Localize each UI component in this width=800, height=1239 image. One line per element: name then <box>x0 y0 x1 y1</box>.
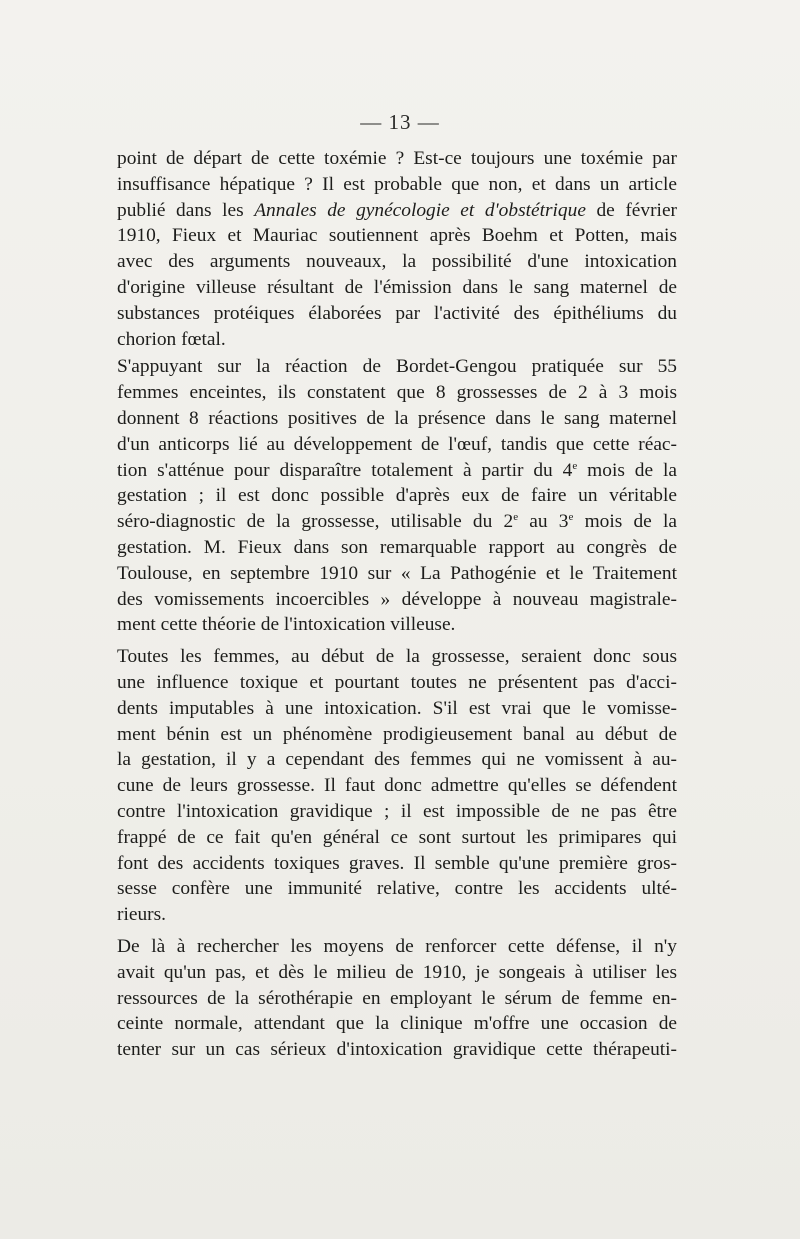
text-line: S'appuyant sur la réaction de Bordet-Gengou pratiquée sur 55 <box>117 356 677 378</box>
text-line: ment bénin est un phénomène prodigieusement banal au début de <box>117 723 677 745</box>
paragraph-4 <box>117 934 677 1063</box>
text-line: Toutes les femmes, au début de la grossesse, seraient donc sous <box>117 646 677 668</box>
text-line: publié dans les Annales de gynécologie et d'obstétrique de février <box>117 199 678 221</box>
text-line: une influence toxique et pourtant toutes ne présentent pas d'acci- <box>117 671 677 693</box>
text-line: sesse confère une immunité relative, contre les accidents ulté- <box>117 878 677 900</box>
text-line: cune de leurs grossesse. Il faut donc admettre qu'elles se défendent <box>117 775 677 797</box>
text-line: contre l'intoxication gravidique ; il est impossible de ne pas être <box>117 800 677 822</box>
text-line: avec des arguments nouveaux, la possibilité d'une intoxication <box>117 251 677 273</box>
text-line: font des accidents toxiques graves. Il semble qu'une première gros- <box>117 852 677 874</box>
text-line: ressources de la sérothérapie en employant le sérum de femme en- <box>117 987 677 1009</box>
paragraph-3 <box>117 644 677 928</box>
text-line: 1910, Fieux et Mauriac soutiennent après Boehm et Potten, mais <box>117 225 677 247</box>
text-line: tion s'atténue pour disparaître totalement à partir du 4e mois de la <box>117 459 677 481</box>
text-line: chorion fœtal. <box>117 328 226 350</box>
text-line: tenter sur un cas sérieux d'intoxication gravidique cette thérapeuti- <box>117 1039 677 1061</box>
text-line: gestation. M. Fieux dans son remarquable rapport au congrès de <box>117 536 677 558</box>
body-text <box>117 146 677 1063</box>
text-line: Toulouse, en septembre 1910 sur « La Pathogénie et le Traitement <box>117 562 677 584</box>
text-line: rieurs. <box>117 904 166 926</box>
text-line: De là à rechercher les moyens de renforcer cette défense, il n'y <box>117 935 677 957</box>
page-number: — 13 — <box>360 110 440 134</box>
text-line: d'origine villeuse résultant de l'émission dans le sang maternel de <box>117 276 677 298</box>
text-line: d'un anticorps lié au développement de l'œuf, tandis que cette réac- <box>117 433 677 455</box>
text-line: femmes enceintes, ils constatent que 8 grossesses de 2 à 3 mois <box>117 382 677 404</box>
paragraph-2 <box>117 354 677 638</box>
text-line: avait qu'un pas, et dès le milieu de 1910, je songeais à utiliser les <box>117 961 677 983</box>
text-line: substances protéiques élaborées par l'activité des épithéliums du <box>117 302 677 324</box>
text-line: insuffisance hépatique ? Il est probable que non, et dans un article <box>117 173 677 195</box>
text-line: donnent 8 réactions positives de la présence dans le sang maternel <box>117 407 677 429</box>
paragraph-1 <box>117 146 677 352</box>
text-line: ment cette théorie de l'intoxication villeuse. <box>117 614 456 636</box>
text-line: frappé de ce fait qu'en général ce sont surtout les primipares qui <box>117 826 677 848</box>
text-line: point de départ de cette toxémie ? Est-ce toujours une toxémie par <box>117 148 677 169</box>
text-line: dents imputables à une intoxication. S'il est vrai que le vomisse- <box>117 697 677 719</box>
text-line: gestation ; il est donc possible d'après eux de faire un véritable <box>117 485 677 507</box>
text-line: des vomissements incoercibles » développe à nouveau magistrale- <box>117 588 677 610</box>
text-line: la gestation, il y a cependant des femmes qui ne vomissent à au- <box>117 749 677 771</box>
text-line: séro-diagnostic de la grossesse, utilisable du 2e au 3e mois de la <box>117 511 677 533</box>
text-line: ceinte normale, attendant que la clinique m'offre une occasion de <box>117 1013 677 1035</box>
